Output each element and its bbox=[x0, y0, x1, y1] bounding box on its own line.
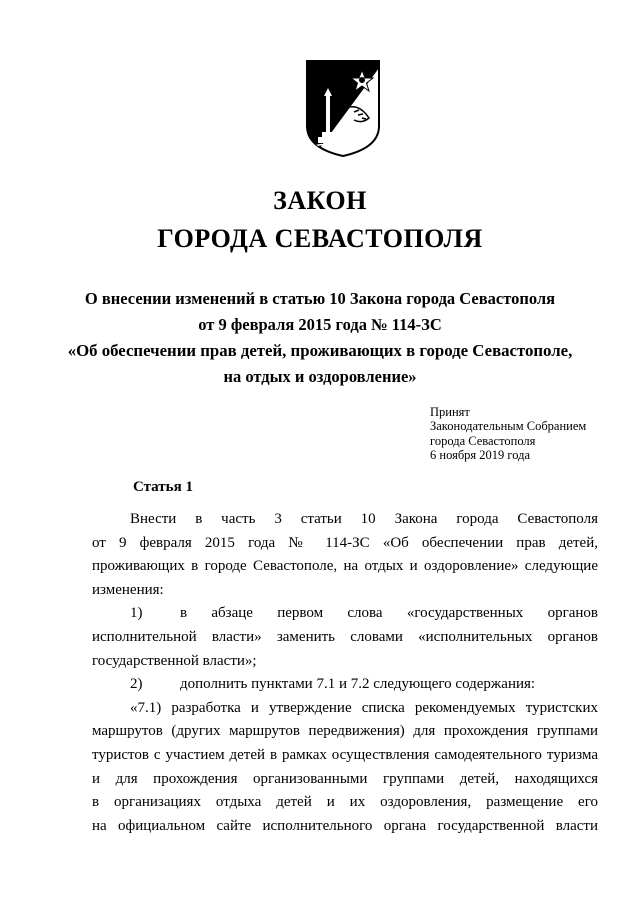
list-item-2 bbox=[92, 673, 598, 697]
subtitle-line: на отдых и оздоровление» bbox=[223, 367, 417, 386]
item-number: 2) bbox=[130, 676, 143, 693]
text-line: Внести в часть 3 статьи 10 Закона города Севастополя bbox=[130, 511, 598, 527]
adoption-line: Принят bbox=[430, 405, 470, 419]
law-subtitle bbox=[0, 286, 640, 390]
adoption-line: города Севастополя bbox=[430, 433, 536, 448]
article-heading: Статья 1 bbox=[133, 479, 193, 495]
text-line: в абзаце первом слова «государственных органов bbox=[180, 605, 598, 622]
text-line: в организациях отдыха детей и их оздоровления, размещение его bbox=[92, 794, 598, 811]
text-line: на официальном сайте исполнительного органа государственной власти bbox=[92, 817, 598, 834]
subtitle-line: «Об обеспечении прав детей, проживающих в городе Севастополе, bbox=[67, 341, 573, 360]
city-title: ГОРОДА СЕВАСТОПОЛЯ bbox=[157, 224, 483, 253]
item-number: 1) bbox=[130, 605, 143, 622]
adoption-note bbox=[430, 405, 586, 462]
text-line: и для прохождения организованными группами детей, находящихся bbox=[92, 770, 598, 787]
adoption-date: 6 ноября 2019 года bbox=[430, 447, 531, 462]
text-line: проживающих в городе Севастополе, на отдых и оздоровление» следующие bbox=[92, 558, 598, 575]
subtitle-line: О внесении изменений в статью 10 Закона города Севастополя bbox=[84, 289, 556, 308]
sevastopol-coat-of-arms-icon bbox=[304, 58, 382, 158]
text-line: исполнительной власти» заменить словами «исполнительных органов bbox=[92, 628, 598, 645]
text-line: «7.1) разработка и утверждение списка рекомендуемых туристских bbox=[130, 699, 598, 716]
text-line: дополнить пунктами 7.1 и 7.2 следующего содержания: bbox=[180, 676, 536, 693]
text-line: от 9 февраля 2015 года № 114-ЗС «Об обеспечении прав детей, bbox=[92, 534, 598, 551]
article-body bbox=[92, 508, 598, 838]
text-line: государственной власти»; bbox=[92, 652, 257, 669]
law-title: ЗАКОН bbox=[273, 186, 367, 215]
text-line: туристов с участием детей в рамках осуществления самодеятельного туризма bbox=[92, 746, 598, 763]
list-item-1 bbox=[92, 602, 598, 626]
adoption-line: Законодательным Собранием bbox=[430, 419, 587, 434]
text-line: изменения: bbox=[92, 581, 164, 598]
text-line: маршрутов (других маршрутов передвижения) для прохождения группами bbox=[92, 723, 598, 740]
subtitle-line: от 9 февраля 2015 года № 114-ЗС bbox=[198, 315, 442, 334]
